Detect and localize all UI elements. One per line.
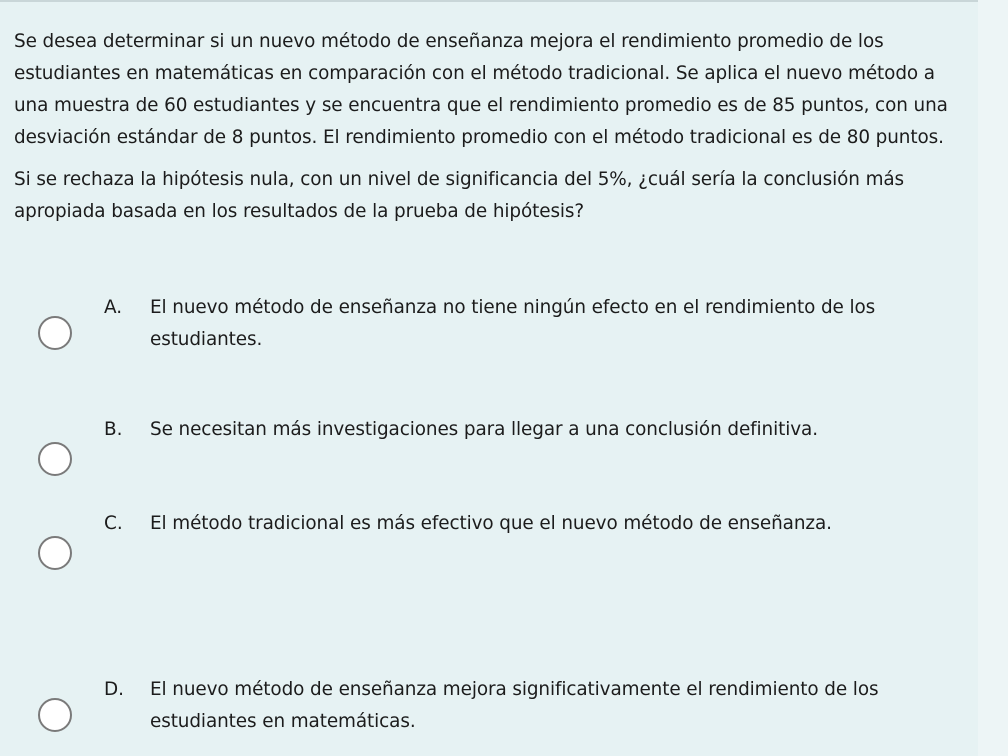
option-b-text: Se necesitan más investigaciones para llegar a una conclusión definitiva. xyxy=(150,419,818,440)
option-c-text: El método tradicional es más efectivo que el nuevo método de enseñanza. xyxy=(150,513,832,534)
option-c-radio[interactable] xyxy=(38,536,72,570)
right-edge-panel xyxy=(978,0,1008,756)
option-b-radio[interactable] xyxy=(38,442,72,476)
option-d-radio[interactable] xyxy=(38,698,72,732)
question-paragraph: Se desea determinar si un nuevo método de enseñanza mejora el rendimiento promedio de los estudiantes en matemáticas en comparación con el método tradicional. Se aplica el nuevo método a una muestra de 60 estudiantes y se encuentra que el rendimiento promedio es de 85 puntos, con una desviación estándar de 8 puntos. El rendimiento promedio con el método tradicional es de 80 puntos. xyxy=(14,31,948,148)
option-a-letter: A. xyxy=(104,297,123,318)
top-divider xyxy=(0,0,1008,2)
option-d-text: El nuevo método de enseñanza mejora significativamente el rendimiento de los estudiantes en matemáticas. xyxy=(150,679,879,732)
option-b-letter: B. xyxy=(104,419,123,440)
question-block xyxy=(14,26,964,228)
option-d-letter: D. xyxy=(104,679,125,700)
question-prompt: Si se rechaza la hipótesis nula, con un nivel de significancia del 5%, ¿cuál sería la conclusión más apropiada basada en los resultados de la prueba de hipótesis? xyxy=(14,169,905,222)
option-a-text: El nuevo método de enseñanza no tiene ningún efecto en el rendimiento de los estudiantes. xyxy=(150,297,876,350)
option-c-letter: C. xyxy=(104,513,123,534)
option-a-radio[interactable] xyxy=(38,316,72,350)
